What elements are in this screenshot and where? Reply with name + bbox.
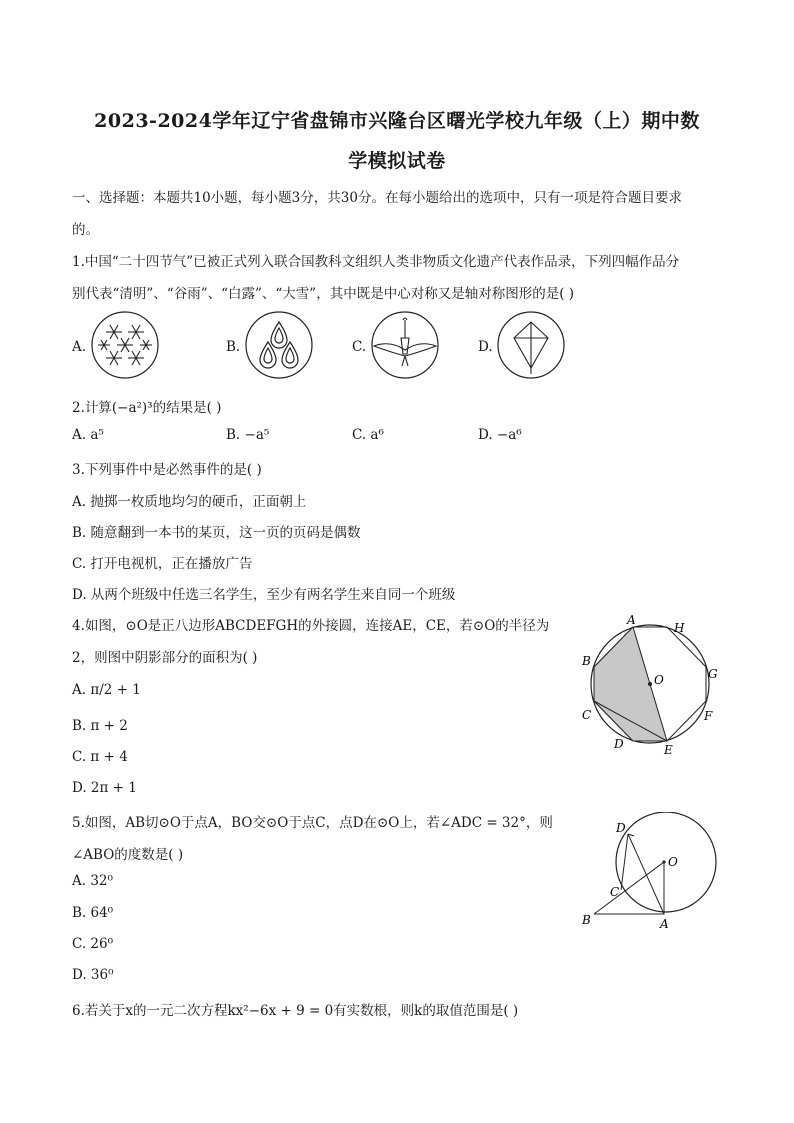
q1-option-c-label: C. [352, 339, 367, 355]
q4-label-h: H [674, 621, 685, 635]
q2-option-d: D. −a⁶ [478, 427, 522, 443]
q5-option-c: C. 26⁰ [72, 936, 114, 952]
kite-figure [496, 310, 566, 380]
q4-option-d: D. 2π + 1 [72, 780, 137, 796]
q2-option-b: B. −a⁵ [226, 427, 270, 443]
q1-stem-line2: 别代表“清明”、“谷雨”、“白露”、“大雪”，其中既是中心对称又是轴对称图形的是( ) [72, 286, 575, 302]
q5-stem-line2: ∠ABO的度数是( ) [72, 847, 184, 863]
q4-stem-line1: 4.如图，⊙O是正八边形ABCDEFGH的外接圆，连接AE，CE，若⊙O的半径为 [72, 618, 550, 634]
q5-label-a: A [660, 917, 669, 931]
q6-stem: 6.若关于x的一元二次方程kx²−6x + 9 = 0有实数根，则k的取值范围是( ) [72, 1003, 519, 1019]
q4-option-b: B. π + 2 [72, 718, 128, 734]
q4-option-a: A. π/2 + 1 [72, 682, 141, 698]
q4-label-a: A [627, 613, 636, 627]
q4-label-f: F [704, 709, 713, 723]
q5-label-d: D [616, 821, 626, 835]
q4-label-o: O [654, 673, 664, 687]
q5-label-b: B [582, 913, 591, 927]
q3-option-b: B. 随意翻到一本书的某页，这一页的页码是偶数 [72, 525, 361, 541]
q5-option-b: B. 64⁰ [72, 905, 114, 921]
exam-title-line2: 学模拟试卷 [348, 150, 446, 172]
q3-option-a: A. 抛掷一枚质地均匀的硬币，正面朝上 [72, 494, 307, 510]
q1-option-d-label: D. [478, 339, 493, 355]
tangent-circle-figure [576, 812, 726, 932]
snowflake-figure [90, 310, 160, 380]
raindrops-figure [244, 310, 314, 380]
q5-label-c: C [610, 885, 620, 899]
octagon-circle-figure [576, 612, 726, 762]
q4-label-d: D [614, 737, 624, 751]
q5-option-d: D. 36⁰ [72, 967, 114, 983]
q2-option-c: C. a⁶ [352, 427, 384, 443]
crane-figure [370, 310, 440, 380]
section-instructions-line1: 一、选择题：本题共10小题，每小题3分，共30分。在每小题给出的选项中，只有一项是符合题目要求 [72, 190, 682, 206]
q4-label-g: G [708, 667, 718, 681]
section-instructions-line2: 的。 [72, 222, 99, 238]
exam-title-line1: 2023-2024学年辽宁省盘锦市兴隆台区曙光学校九年级（上）期中数 [94, 110, 700, 132]
q3-option-c: C. 打开电视机，正在播放广告 [72, 556, 253, 572]
q3-stem: 3.下列事件中是必然事件的是( ) [72, 462, 262, 478]
q1-option-b-label: B. [226, 339, 241, 355]
q4-label-c: C [582, 708, 592, 722]
q5-stem-line1: 5.如图，AB切⊙O于点A，BO交⊙O于点C，点D在⊙O上，若∠ADC = 32°，则 [72, 815, 553, 831]
q4-option-c: C. π + 4 [72, 749, 128, 765]
q1-stem-line1: 1.中国“二十四节气”已被正式列入联合国教科文组织人类非物质文化遗产代表作品录，下列四幅作品分 [72, 254, 680, 270]
q5-option-a: A. 32⁰ [72, 873, 113, 889]
q4-label-b: B [582, 654, 591, 668]
q5-label-o: O [668, 855, 678, 869]
q1-option-a-label: A. [72, 339, 87, 355]
q2-option-a: A. a⁵ [72, 427, 104, 443]
q3-option-d: D. 从两个班级中任选三名学生，至少有两名学生来自同一个班级 [72, 587, 456, 603]
q4-label-e: E [664, 743, 673, 757]
q4-stem-line2: 2，则图中阴影部分的面积为( ) [72, 650, 258, 666]
q2-stem: 2.计算(−a²)³的结果是( ) [72, 400, 222, 416]
